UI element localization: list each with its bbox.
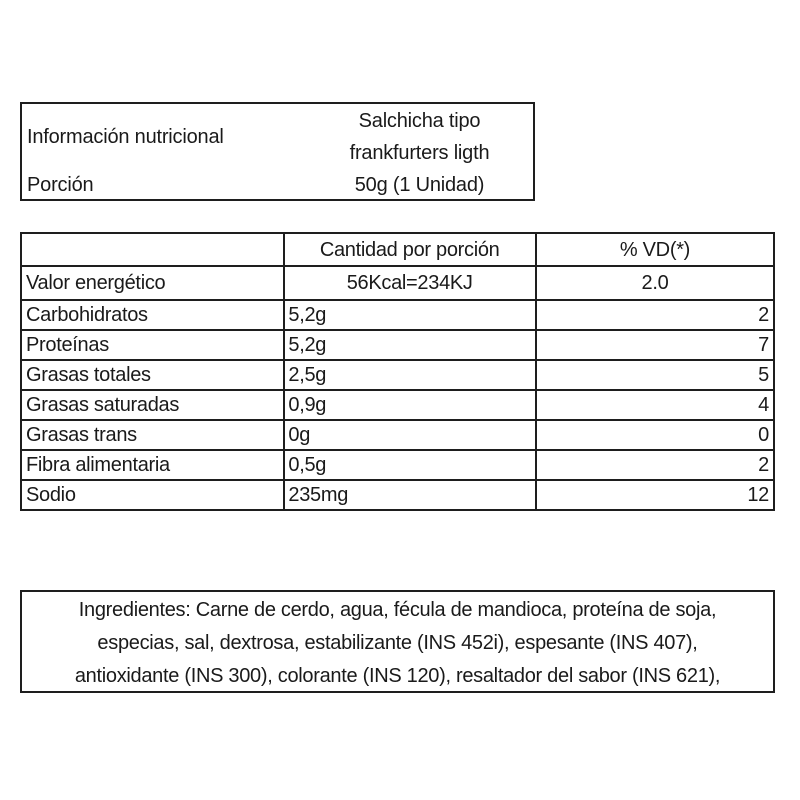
row-vd: 2 bbox=[536, 300, 774, 330]
header-blank bbox=[21, 233, 284, 266]
portion-label: Porción bbox=[27, 174, 94, 196]
row-amount: 0g bbox=[284, 420, 536, 450]
row-label: Sodio bbox=[21, 480, 284, 510]
table-row bbox=[21, 360, 774, 390]
row-amount: 5,2g bbox=[284, 300, 536, 330]
ingredients-line-2: especias, sal, dextrosa, estabilizante (INS 452i), espesante (INS 407), bbox=[97, 632, 698, 654]
row-label: Fibra alimentaria bbox=[21, 450, 284, 480]
row-label: Grasas saturadas bbox=[21, 390, 284, 420]
product-name-line2: frankfurters ligth bbox=[349, 142, 490, 164]
ingredients-line-3: antioxidante (INS 300), colorante (INS 120), resaltador del sabor (INS 621), bbox=[74, 665, 721, 687]
row-vd: 5 bbox=[536, 360, 774, 390]
row-vd: 2.0 bbox=[536, 266, 774, 300]
header-amount: Cantidad por porción bbox=[284, 233, 536, 266]
row-amount: 235mg bbox=[284, 480, 536, 510]
table-row-energy bbox=[21, 266, 774, 300]
row-amount: 56Kcal=234KJ bbox=[284, 266, 536, 300]
row-label: Grasas totales bbox=[21, 360, 284, 390]
row-vd: 2 bbox=[536, 450, 774, 480]
row-vd: 12 bbox=[536, 480, 774, 510]
product-info-box bbox=[20, 102, 535, 201]
row-label: Carbohidratos bbox=[21, 300, 284, 330]
table-row bbox=[21, 300, 774, 330]
row-amount: 0,9g bbox=[284, 390, 536, 420]
nutrition-table bbox=[20, 232, 775, 511]
table-row bbox=[21, 480, 774, 510]
row-vd: 4 bbox=[536, 390, 774, 420]
row-amount: 0,5g bbox=[284, 450, 536, 480]
ingredients-box bbox=[20, 590, 775, 693]
nutrition-info-title: Información nutricional bbox=[27, 126, 224, 148]
table-row bbox=[21, 420, 774, 450]
table-row bbox=[21, 390, 774, 420]
ingredients-line-1: Ingredientes: Carne de cerdo, agua, fécula de mandioca, proteína de soja, bbox=[78, 599, 717, 621]
row-label: Proteínas bbox=[21, 330, 284, 360]
row-amount: 2,5g bbox=[284, 360, 536, 390]
row-label: Valor energético bbox=[21, 266, 284, 300]
portion-value: 50g (1 Unidad) bbox=[354, 174, 485, 196]
table-row bbox=[21, 330, 774, 360]
row-amount: 5,2g bbox=[284, 330, 536, 360]
row-label: Grasas trans bbox=[21, 420, 284, 450]
row-vd: 7 bbox=[536, 330, 774, 360]
header-vd: % VD(*) bbox=[536, 233, 774, 266]
product-name-line1: Salchicha tipo bbox=[358, 110, 481, 132]
table-header-row bbox=[21, 233, 774, 266]
table-row bbox=[21, 450, 774, 480]
row-vd: 0 bbox=[536, 420, 774, 450]
